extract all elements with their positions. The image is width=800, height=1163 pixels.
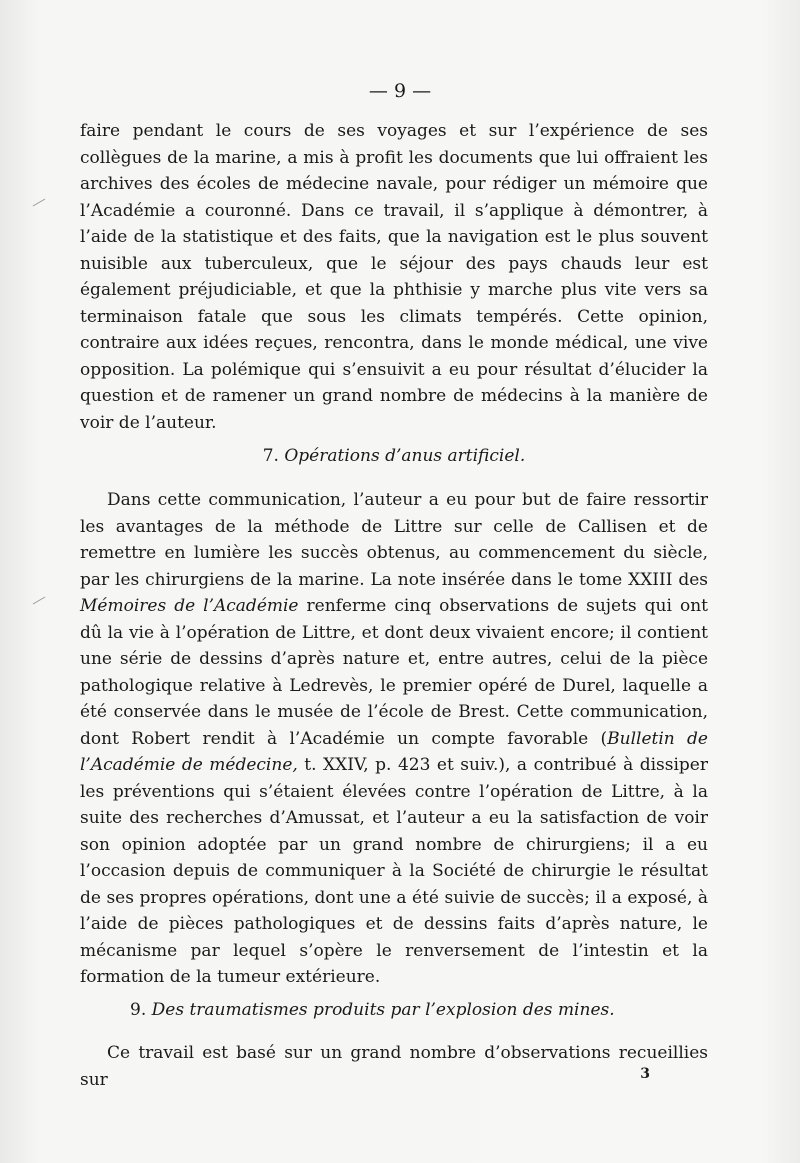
signature-mark: 3 xyxy=(640,1066,650,1082)
section-7-italic-bulletin: Bulletin de l’Académie de médecine, xyxy=(80,728,708,775)
section-7-heading xyxy=(80,446,708,466)
margin-dash xyxy=(33,199,46,207)
section-7-body xyxy=(80,487,708,991)
section-9-heading xyxy=(130,1000,730,1020)
paragraph-1: faire pendant le cours de ses voyages et sur l’expérience de ses collègues de la marine, a mis à profit les documents que lui offraient les archives des écoles de médecine navale, pour rédiger un mémoire que l’Académie a couronné. Dans ce travail, il s’applique à démontrer, à l’aide de la statistique et des faits, que la navigation est le plus souvent nuisible aux tuberculeux, que le séjour des pays chauds leur est également préjudiciable, et que la phthisie y marche plus vite vers sa terminaison fatale que sous les climats tempérés. Cette opinion, contraire aux idées reçues, rencontra, dans le monde médical, une vive opposition. La polémique qui s’ensuivit a eu pour résultat d’élucider la question et de ramener un grand nombre de médecins à la manière de voir de l’auteur. xyxy=(80,121,708,433)
section-9-title: Des traumatismes produits par l’explosion des mines. xyxy=(151,1000,615,1020)
page-number: — 9 — xyxy=(368,80,432,102)
section-7-paragraph xyxy=(80,487,708,991)
section-9-number: 9. xyxy=(130,1000,147,1020)
paragraph-continuation xyxy=(80,118,708,436)
section-7-text-b: renferme cinq observations de sujets qui ont dû la vie à l’opération de Littre, et dont deux vivaient encore; il contient une série de dessins d’après nature et, entre autres, celui de la pièce pathologique relative à Ledrevès, le premier opéré de Durel, laquelle a été conservée dans le musée de l’école de Brest. Cette communication, dont Robert rendit à l’Académie un compte favorable ( xyxy=(80,596,708,749)
section-9-body xyxy=(80,1040,708,1093)
margin-dash xyxy=(33,597,46,605)
section-7-text-a: Dans cette communication, l’auteur a eu pour but de faire ressortir les avantages de la méthode de Littre sur celle de Callisen et de remettre en lumière les succès obtenus, au commencement du siècle, par les chirurgiens de la marine. La note insérée dans le tome XXIII des xyxy=(80,490,708,590)
section-9-paragraph: Ce travail est basé sur un grand nombre d’observations recueillies sur xyxy=(80,1043,708,1090)
section-7-text-c: t. XXIV, p. 423 et suiv.), a contribué à dissiper les préventions qui s’étaient élevées contre l’opération de Littre, à la suite des recherches d’Amussat, et l’auteur a eu la satisfaction de voir son opinion adoptée par un grand nombre de chirurgiens; il a eu l’occasion depuis de communiquer à la Société de chirurgie le résultat de ses propres opérations, dont une a été suivie de succès; il a exposé, à l’aide de pièces pathologiques et de dessins faits d’après nature, le mécanisme par lequel s’opère le renversement de l’intestin et la formation de la tumeur extérieure. xyxy=(80,755,708,987)
section-7-italic-memoires: Mémoires de l’Académie xyxy=(80,596,299,616)
section-7-title: Opérations d’anus artificiel. xyxy=(284,446,526,466)
section-7-number: 7. xyxy=(262,446,279,466)
